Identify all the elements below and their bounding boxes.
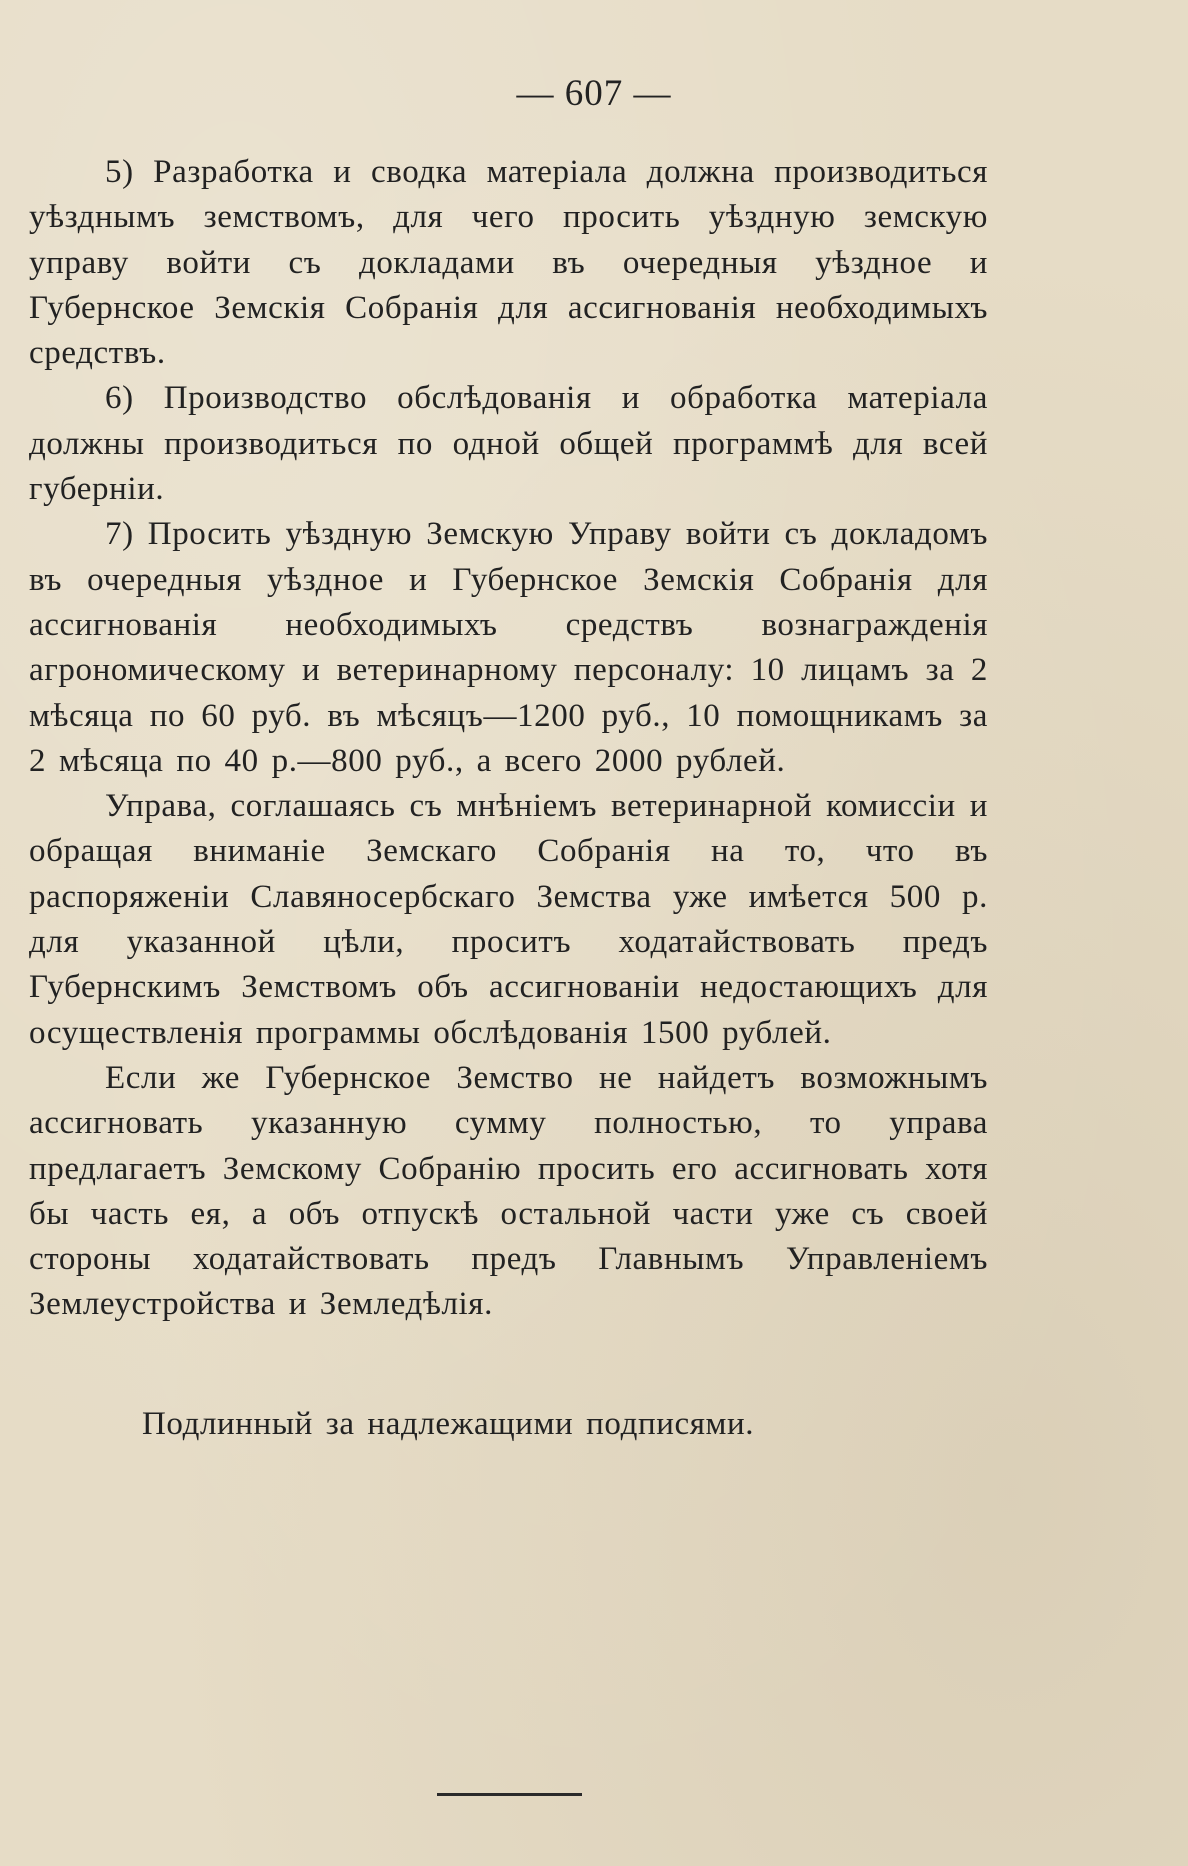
paragraph-item-5: 5) Разработка и сводка матеріала должна производиться уѣзднымъ земствомъ, для чего просить уѣздную земскую управу войти съ докладами въ очередныя уѣздное и Губернское Земскія Собранія для ассигнованія необходимыхъ средствъ. — [29, 154, 988, 372]
signature-line: Подлинный за надлежащими подписями. — [142, 1406, 755, 1442]
page-number: — 607 — — [516, 73, 672, 114]
paragraph-board-opinion: Управа, соглашаясь съ мнѣніемъ ветеринарной комиссіи и обращая вниманіе Земскаго Собранія на то, что въ распоряженіи Славяносербскаго Земства уже имѣется 500 р. для указанной цѣли, проситъ ходатайствовать предъ Губернскимъ Земствомъ объ ассигнованіи недостающихъ для осуществленія программы обслѣдованія 1500 рублей. — [29, 788, 988, 1051]
paragraph-board-proposal: Если же Губернское Земство не найдетъ возможнымъ ассигновать указанную сумму полностью, то управа предлагаетъ Земскому Собранію просить его ассигновать хотя бы часть ея, а объ отпускѣ остальной части уже съ своей стороны ходатайствовать предъ Главнымъ Управленіемъ Землеустройства и Земледѣлія. — [29, 1059, 988, 1323]
body-text — [29, 150, 988, 1328]
end-divider — [437, 1793, 582, 1796]
paragraph-item-7: 7) Просить уѣздную Земскую Управу войти съ докладомъ въ очередныя уѣздное и Губернское Земскія Собранія для ассигнованія необходимыхъ средствъ вознагражденія агрономическому и ветеринарному персоналу: 10 лицамъ за 2 мѣсяца по 60 руб. въ мѣсяцъ—1200 руб., 10 помощникамъ за 2 мѣсяца по 40 р.—800 руб., а всего 2000 рублей. — [29, 516, 988, 779]
paragraph-item-6: 6) Производство обслѣдованія и обработка матеріала должны производиться по одной общей программѣ для всей губерніи. — [29, 380, 988, 508]
